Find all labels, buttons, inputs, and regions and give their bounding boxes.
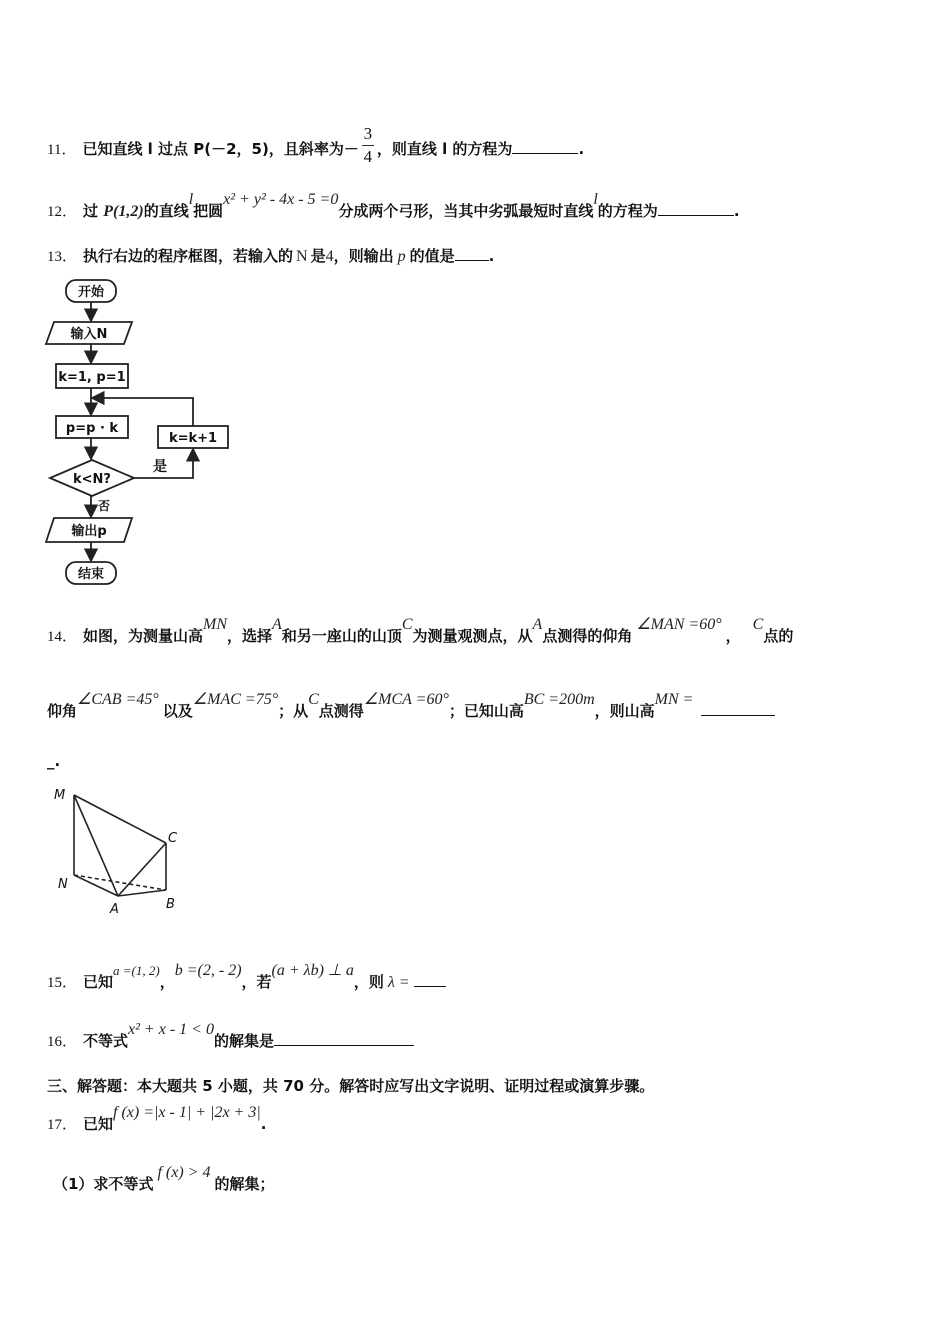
question-text: 把圆 xyxy=(193,202,224,220)
flowchart xyxy=(44,276,244,590)
question-text: ，则直线 l 的方程为 xyxy=(376,140,513,158)
fraction-denominator: 4 xyxy=(363,147,373,166)
flow-start-text: 开始 xyxy=(77,285,105,300)
answer-blank[interactable] xyxy=(455,246,489,261)
question-text: 点测得的仰角 xyxy=(542,627,633,645)
answer-blank[interactable] xyxy=(701,701,775,716)
answer-blank[interactable] xyxy=(658,201,734,216)
question-text: ；已知山高 xyxy=(448,702,524,720)
question-text: 如图，为测量山高 xyxy=(83,627,204,645)
flow-input-text: 输入N xyxy=(70,327,108,342)
angle-cab: ∠CAB =45° xyxy=(77,691,159,708)
question-text: 已知 xyxy=(83,1115,114,1133)
question-text: ，则 xyxy=(353,973,384,991)
point-n: N xyxy=(58,877,68,892)
question-16 xyxy=(47,1021,414,1051)
question-text: ，则输出 xyxy=(333,247,394,265)
edge-ab xyxy=(118,890,166,896)
c-label: C xyxy=(752,616,764,633)
question-17-part-1 xyxy=(53,1164,275,1194)
question-14 xyxy=(47,616,794,646)
question-text: ，若 xyxy=(241,973,272,991)
question-number: 16． xyxy=(47,1034,78,1050)
flow-yes-label: 是 xyxy=(153,459,167,475)
a-label: A xyxy=(532,616,543,633)
inequality: f (x) > 4 xyxy=(157,1164,211,1181)
question-end: . xyxy=(578,140,585,158)
question-end: . xyxy=(488,247,495,265)
question-end: . xyxy=(733,202,740,220)
angle-mac: ∠MAC =75° xyxy=(192,691,279,708)
function-definition: f (x) =|x - 1| + |2x + 3| xyxy=(113,1104,261,1121)
flow-output-text: 输出p xyxy=(71,524,107,539)
question-17 xyxy=(47,1104,267,1134)
p-variable: p xyxy=(397,248,406,265)
point-b: B xyxy=(166,897,175,912)
question-text: 点测得 xyxy=(318,702,364,720)
question-text: 不等式 xyxy=(83,1032,129,1050)
question-text: 的解集； xyxy=(214,1175,275,1193)
vector-b: b =(2, - 2) xyxy=(174,962,242,979)
fraction-numerator: 3 xyxy=(363,124,373,143)
question-number: 15． xyxy=(47,975,78,991)
question-number: 12． xyxy=(47,204,78,220)
answer-blank[interactable] xyxy=(274,1031,414,1046)
mountain-figure xyxy=(44,782,194,918)
question-text: 分成两个弓形，当其中劣弧最短时直线 xyxy=(338,202,594,220)
vector-a: a =(1, 2) xyxy=(113,963,160,978)
angle-mca: ∠MCA =60° xyxy=(363,691,449,708)
n-value: 4 xyxy=(325,248,334,265)
answer-blank[interactable] xyxy=(414,972,446,987)
question-11 xyxy=(47,124,585,171)
n-variable: N xyxy=(296,248,308,265)
question-text: 已知直线 l 过点 P(－2，5)，且斜率为－ xyxy=(82,140,359,158)
question-text: 以及 xyxy=(162,702,193,720)
mn-label: MN xyxy=(203,616,228,633)
mn-equation: MN = xyxy=(654,691,694,708)
point-c: C xyxy=(168,831,178,846)
question-14-continued xyxy=(47,691,775,721)
question-number: 11． xyxy=(47,142,77,158)
lambda-label: λ = xyxy=(387,974,410,991)
slope-fraction xyxy=(362,124,374,167)
question-15 xyxy=(47,962,446,992)
angle-man: ∠MAN =60° xyxy=(636,616,722,633)
flow-end-text: 结束 xyxy=(77,567,105,582)
point-a: A xyxy=(110,902,119,917)
question-text: 过 xyxy=(83,202,104,220)
a-label: A xyxy=(272,616,282,633)
question-text: ， xyxy=(159,973,175,991)
flow-no-label: 否 xyxy=(97,499,111,513)
question-text: 的直线 xyxy=(143,202,189,220)
question-text: 为测量观测点，从 xyxy=(412,627,533,645)
answer-blank[interactable] xyxy=(512,139,578,154)
line-variable: l xyxy=(188,191,194,208)
question-text: ；从 xyxy=(278,702,309,720)
edge-nb xyxy=(74,875,166,890)
question-text: 仰角 xyxy=(47,702,78,720)
question-13 xyxy=(47,245,494,266)
line-variable: l xyxy=(593,191,598,208)
flow-condition-text: k<N? xyxy=(73,472,111,487)
bc-length: BC =200m xyxy=(523,691,595,708)
point-p: P(1,2) xyxy=(103,203,144,220)
edge-mc xyxy=(74,795,166,843)
question-text: ， xyxy=(725,627,741,645)
question-number: 13． xyxy=(47,249,78,265)
question-text: 的值是 xyxy=(409,247,455,265)
flow-incr-text: k=k+1 xyxy=(168,431,218,446)
question-text: 点的 xyxy=(763,627,794,645)
perpendicular-condition: (a + λb) ⊥ a xyxy=(271,962,354,979)
question-text: 的解集是 xyxy=(213,1032,274,1050)
question-text: 的方程为 xyxy=(597,202,658,220)
inequality: x² + x - 1 < 0 xyxy=(128,1021,214,1038)
c-label: C xyxy=(401,616,413,633)
flow-calc-text: p=p · k xyxy=(65,421,119,436)
question-text: ，则山高 xyxy=(594,702,655,720)
point-m: M xyxy=(54,788,66,803)
question-number: 14． xyxy=(47,629,78,645)
question-text: 是 xyxy=(310,247,326,265)
question-text: 已知 xyxy=(83,973,114,991)
question-number: 17． xyxy=(47,1117,78,1133)
question-14-tail: _. xyxy=(47,752,61,770)
section-heading: 三、解答题：本大题共 5 小题，共 70 分。解答时应写出文字说明、证明过程或演算步骤。 xyxy=(47,1077,655,1095)
question-text: （1）求不等式 xyxy=(53,1175,154,1193)
circle-equation: x² + y² - 4x - 5 =0 xyxy=(223,191,339,208)
question-12 xyxy=(47,191,740,221)
c-label: C xyxy=(308,691,319,708)
question-text: 执行右边的程序框图，若输入的 xyxy=(83,247,294,265)
question-text: ，选择 xyxy=(227,627,273,645)
question-text: 和另一座山的山顶 xyxy=(281,627,402,645)
question-end: . xyxy=(260,1115,267,1133)
flow-init-text: k=1, p=1 xyxy=(58,370,126,385)
